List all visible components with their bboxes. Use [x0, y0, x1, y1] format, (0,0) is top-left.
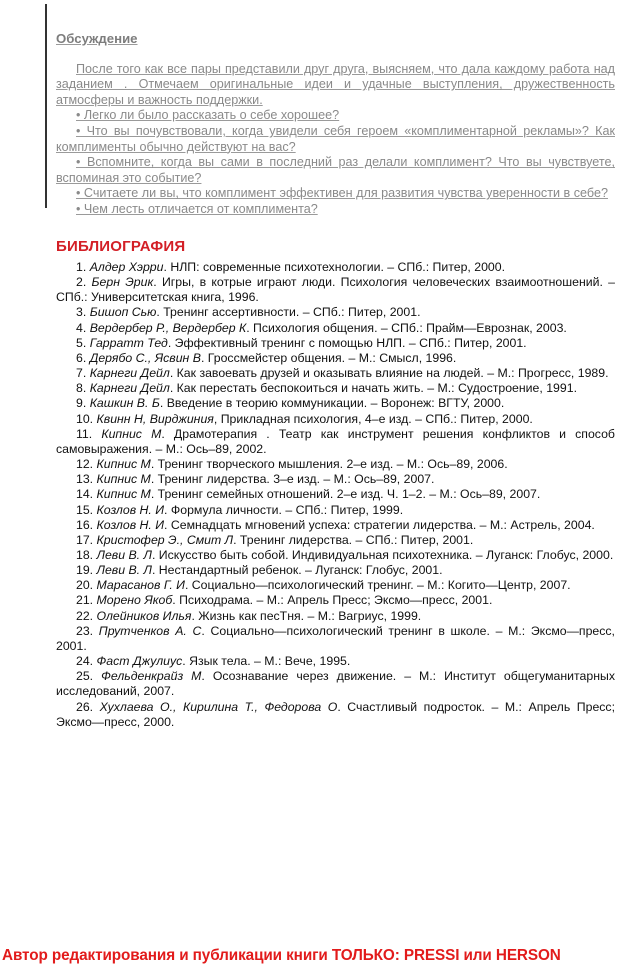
entry-details: . Язык тела. – М.: Вече, 1995.	[182, 654, 351, 669]
discussion-intro	[56, 62, 615, 109]
entry-author: Марасанов Г. И	[96, 578, 185, 593]
entry-number: 23.	[76, 623, 94, 638]
entry-details: . Осознавание через движение. – М.: Институт общегуманитарных исследований, 2007.	[56, 669, 616, 699]
entry-number: 10.	[76, 411, 94, 426]
entry-author: Гарратт Тед	[89, 335, 168, 350]
entry-author: Карнеги Дейл	[89, 381, 170, 396]
entry-number: 7.	[76, 366, 87, 381]
entry-author: Прутченков А. С	[98, 623, 202, 638]
entry-author: Бишоп Сью	[89, 305, 157, 320]
entry-author: Кипнис М	[96, 457, 151, 472]
entry-details: , Прикладная психология, 4–е изд. – СПб.: Питер, 2000.	[213, 411, 533, 426]
bibliography-entry	[56, 503, 615, 518]
entry-number: 24.	[76, 654, 94, 669]
discussion-question-text: • Легко ли было рассказать о себе хорошее?	[76, 108, 340, 123]
bibliography-entry	[56, 457, 615, 472]
entry-details: . Введение в теорию коммуникации. – Воронеж: ВГТУ, 2000.	[159, 396, 505, 411]
bibliography-entry	[56, 396, 615, 411]
entry-author: Кристофер Э., Смит Л	[96, 532, 234, 547]
entry-author: Фельденкрайз М	[101, 669, 202, 684]
bibliography-entry	[56, 336, 615, 351]
entry-number: 25.	[76, 669, 94, 684]
entry-author: Козлов Н. И	[96, 502, 165, 517]
entry-details: . Тренинг лидерства. 3–е изд. – М.: Ось–89, 2007.	[150, 472, 435, 487]
entry-author: Кашкин В. Б	[89, 396, 160, 411]
footer-notice: Автор редактирования и публикации книги ТОЛЬКО: PRESSI или HERSON	[2, 947, 561, 964]
entry-author: Квинн Н, Вирджиния	[96, 411, 214, 426]
entry-number: 4.	[76, 320, 87, 335]
bibliography-entry	[56, 533, 615, 548]
bibliography-entry	[56, 351, 615, 366]
discussion-question	[56, 108, 615, 124]
bibliography-entry	[56, 427, 615, 457]
entry-details: . Социально—психологический тренинг. – М.: Когито—Центр, 2007.	[184, 578, 571, 593]
bibliography-entry	[56, 563, 615, 578]
entry-details: . Счастливый подросток. – М.: Апрель Пресс; Эксмо—пресс, 2000.	[56, 699, 615, 729]
entry-number: 17.	[76, 532, 94, 547]
entry-details: . Нестандартный ребенок. – Луганск: Глобус, 2001.	[151, 563, 443, 578]
bibliography-entry	[56, 700, 615, 730]
bibliography-entry	[56, 487, 615, 502]
bibliography-entry	[56, 366, 615, 381]
entry-author: Леви В. Л	[96, 563, 152, 578]
entry-number: 5.	[76, 335, 87, 350]
entry-author: Кипнис М	[101, 426, 162, 441]
entry-number: 16.	[76, 517, 94, 532]
entry-author: Кипнис М	[96, 487, 151, 502]
entry-number: 14.	[76, 487, 94, 502]
bibliography-entry	[56, 624, 615, 654]
entry-number: 21.	[76, 593, 94, 608]
entry-number: 8.	[76, 381, 87, 396]
entry-number: 12.	[76, 457, 94, 472]
entry-details: . Тренинг лидерства. – СПб.: Питер, 2001.	[233, 532, 474, 547]
entry-details: . Формула личности. – СПб.: Питер, 1999.	[164, 502, 404, 517]
discussion-question	[56, 202, 615, 218]
bibliography-entry	[56, 578, 615, 593]
entry-author: Берн Эрик	[91, 275, 154, 290]
discussion-question-text: • Чем лесть отличается от комплимента?	[76, 201, 318, 216]
entry-author: Алдер Хэрри	[89, 260, 164, 274]
entry-details: . Гроссмейстер общения. – М.: Смысл, 1996.	[200, 350, 457, 365]
entry-number: 9.	[76, 396, 87, 411]
bibliography-entry	[56, 654, 615, 669]
entry-number: 11.	[76, 426, 93, 441]
entry-author: Хухлаева О., Кирилина Т., Федорова О	[99, 699, 338, 714]
discussion-question	[56, 155, 615, 186]
bibliography-entry	[56, 321, 615, 336]
entry-details: . Тренинг творческого мышления. 2–е изд. – М.: Ось–89, 2006.	[150, 457, 508, 472]
entry-details: . Тренинг ассертивности. – СПб.: Питер, 2001.	[156, 305, 421, 320]
discussion-section	[56, 31, 615, 218]
bibliography-entry	[56, 669, 615, 699]
discussion-question-text: • Вспомните, когда вы сами в последний раз делали комплимент? Что вы чувствуете, вспоминая это событие?	[56, 155, 615, 185]
bibliography-entry	[56, 260, 615, 275]
entry-details: . Искусство быть собой. Индивидуальная психотехника. – Луганск: Глобус, 2000.	[151, 547, 614, 562]
entry-number: 20.	[76, 578, 94, 593]
bibliography-entry	[56, 381, 615, 396]
discussion-heading: Обсуждение	[56, 31, 138, 46]
entry-details: . Психодрама. – М.: Апрель Пресс; Эксмо—пресс, 2001.	[172, 593, 493, 608]
discussion-question-text: • Что вы почувствовали, когда увидели себя героем «комплиментарной рекламы»? Как комплименты обычно действуют на вас?	[56, 123, 615, 154]
entry-number: 6.	[76, 350, 87, 365]
entry-number: 15.	[76, 502, 94, 517]
entry-details: . НЛП: современные психотехнологии. – СПб.: Питер, 2000.	[163, 260, 506, 274]
entry-author: Кипнис М	[96, 472, 151, 487]
entry-details: . Психология общения. – СПб.: Прайм—Еврознак, 2003.	[246, 320, 567, 335]
entry-details: . Эффективный тренинг с помощью НЛП. – СПб.: Питер, 2001.	[167, 335, 527, 350]
discussion-intro-text: После того как все пары представили друг друга, выясняем, что дала каждому работа над заданием . Отмечаем оригинальные идеи и удачные выступления, дружественность атмосферы и важность поддержки.	[56, 61, 615, 107]
entry-details: . Жизнь как песТня. – М.: Вагриус, 1999.	[191, 608, 422, 623]
discussion-question	[56, 186, 615, 202]
entry-author: Вердербер Р., Вердербер К	[89, 320, 247, 335]
entry-number: 19.	[76, 563, 94, 578]
bibliography-entry	[56, 305, 615, 320]
bibliography-title: БИБЛИОГРАФИЯ	[56, 238, 186, 255]
entry-details: . Игры, в котрые играют люди. Психология человеческих взаимоотношений. – СПб.: Университетская книга, 1996.	[56, 275, 615, 305]
entry-details: . Социально—психологический тренинг в школе. – М.: Эксмо—пресс, 2001.	[56, 623, 615, 653]
entry-author: Морено Якоб	[96, 593, 173, 608]
bibliography-entry	[56, 518, 615, 533]
entry-number: 2.	[76, 275, 87, 290]
entry-number: 1.	[76, 260, 87, 274]
margin-vertical-rule	[45, 4, 47, 208]
entry-details: . Как перестать беспокоиться и начать жить. – М.: Судостроение, 1991.	[169, 381, 577, 396]
entry-author: Олейников Илья	[96, 608, 192, 623]
bibliography-list	[56, 260, 615, 730]
entry-number: 3.	[76, 305, 87, 320]
entry-author: Карнеги Дейл	[89, 366, 170, 381]
entry-number: 18.	[76, 547, 94, 562]
discussion-question	[56, 124, 615, 155]
bibliography-entry	[56, 593, 615, 608]
entry-author: Фаст Джулиус	[96, 654, 183, 669]
bibliography-entry	[56, 609, 615, 624]
entry-number: 13.	[76, 472, 94, 487]
bibliography-entry	[56, 412, 615, 427]
bibliography-section	[56, 238, 615, 730]
entry-details: . Тренинг семейных отношений. 2–е изд. Ч. 1–2. – М.: Ось–89, 2007.	[150, 487, 541, 502]
bibliography-entry	[56, 472, 615, 487]
entry-author: Леви В. Л	[96, 547, 152, 562]
entry-details: . Драмотерапия . Театр как инструмент решения конфликтов и способ самовыражения. – М.: Ось–89, 2002.	[56, 426, 615, 456]
bibliography-entry	[56, 548, 615, 563]
entry-author: Козлов Н. И	[96, 517, 165, 532]
entry-details: . Как завоевать друзей и оказывать влияние на людей. – М.: Прогресс, 1989.	[169, 366, 609, 381]
entry-number: 22.	[76, 608, 94, 623]
bibliography-entry	[56, 275, 615, 305]
discussion-question-text: • Считаете ли вы, что комплимент эффективен для развития чувства уверенности в себе?	[76, 186, 608, 201]
entry-author: Дерябо С., Ясвин В	[89, 350, 201, 365]
entry-number: 26.	[76, 699, 94, 714]
entry-details: . Семнадцать мгновений успеха: стратегии лидерства. – М.: Астрель, 2004.	[164, 517, 595, 532]
